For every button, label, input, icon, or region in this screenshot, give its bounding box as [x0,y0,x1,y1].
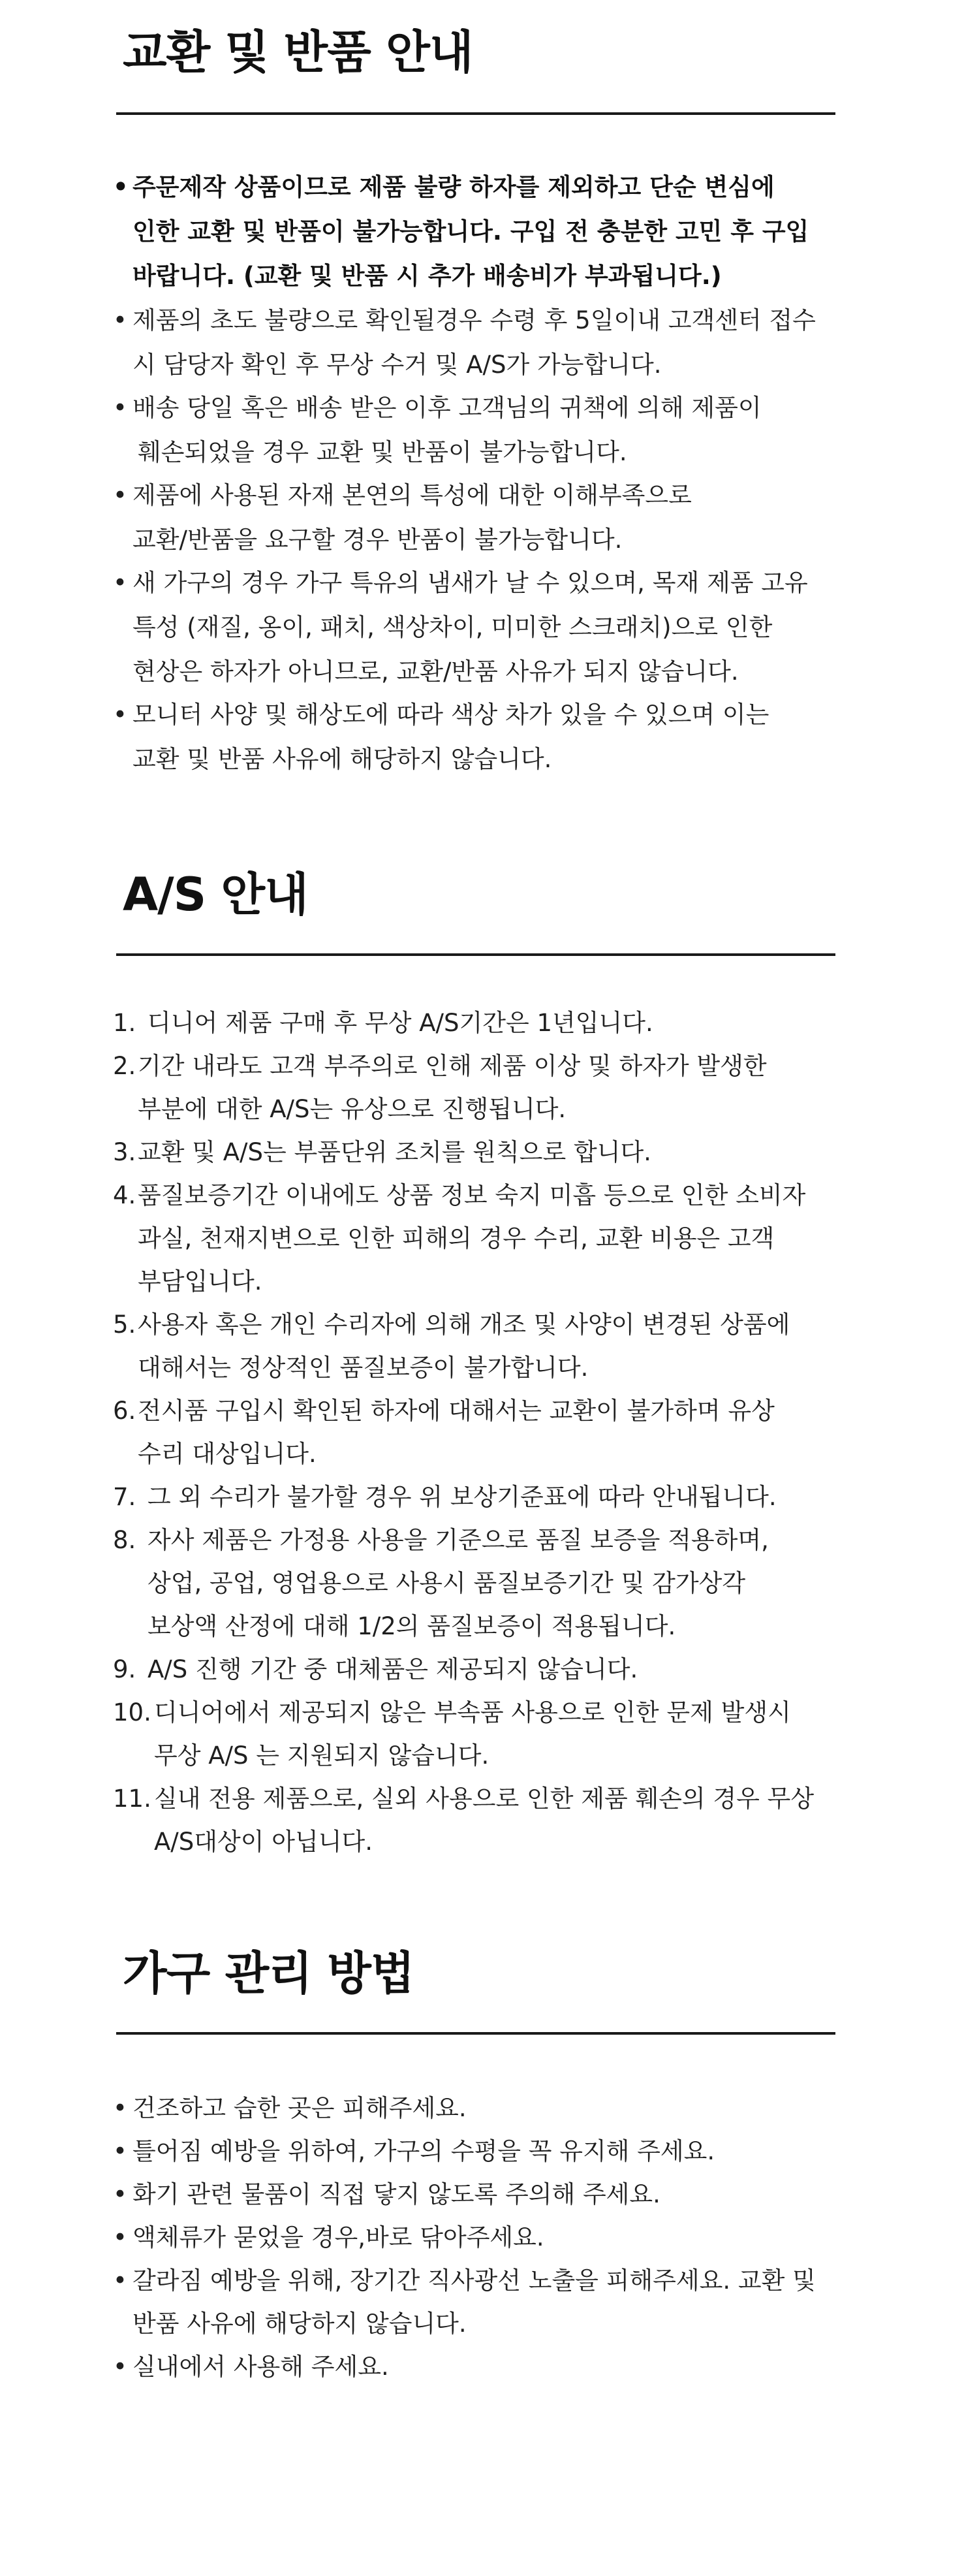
as-title: A/S 안내 [123,868,308,921]
care-divider [116,2032,835,2035]
as-item-5-line-2: 대해서는 정상적인 품질보증이 불가합니다. [138,1354,589,1382]
as-item-number: 2. [113,1052,136,1080]
exchange-item-6-line-2: 교환 및 반품 사유에 해당하지 않습니다. [132,745,552,773]
exchange-item-1-line-2: 인한 교환 및 반품이 불가능합니다. 구입 전 충분한 고민 후 구입 [132,217,809,246]
exchange-item-3-line-2: 훼손되었을 경우 교환 및 반품이 불가능합니다. [138,438,627,466]
as-item-4-line-3: 부담입니다. [138,1267,262,1296]
exchange-item-4-line-2: 교환/반품을 요구할 경우 반품이 불가능합니다. [132,526,623,554]
as-item-number: 5. [113,1311,136,1339]
as-item-number: 11. [113,1785,151,1813]
exchange-item-2-line-1: 제품의 초도 불량으로 확인될경우 수령 후 5일이내 고객센터 접수 [132,306,816,334]
exchange-item-4-line-1: 제품에 사용된 자재 본연의 특성에 대한 이해부족으로 [132,481,692,509]
as-item-10-line-2: 무상 A/S 는 지원되지 않습니다. [154,1741,489,1770]
as-item-3-line-1: 교환 및 A/S는 부품단위 조치를 원칙으로 합니다. [138,1138,651,1166]
as-item-2-line-2: 부분에 대한 A/S는 유상으로 진행됩니다. [138,1095,567,1123]
as-item-number: 3. [113,1138,136,1166]
care-item-3-line-1: 화기 관련 물품이 직접 닿지 않도록 주의해 주세요. [132,2180,660,2208]
bullet: • [113,2180,127,2208]
bullet: • [113,2223,127,2251]
bullet: • [113,306,127,334]
as-item-8-line-3: 보상액 산정에 대해 1/2의 품질보증이 적용됩니다. [148,1612,676,1640]
as-item-6-line-1: 전시품 구입시 확인된 하자에 대해서는 교환이 불가하며 유상 [138,1397,775,1425]
bullet: • [113,569,127,597]
bullet: • [113,2266,127,2295]
care-item-5-line-2: 반품 사유에 해당하지 않습니다. [132,2310,467,2338]
as-item-number: 8. [113,1526,136,1554]
as-item-10-line-1: 디니어에서 제공되지 않은 부속품 사용으로 인한 문제 발생시 [154,1698,791,1726]
bullet: • [113,173,129,201]
as-item-2-line-1: 기간 내라도 고객 부주의로 인해 제품 이상 및 하자가 발생한 [138,1052,767,1080]
care-item-1-line-1: 건조하고 습한 곳은 피해주세요. [132,2094,467,2122]
exchange-item-5-line-2: 특성 (재질, 옹이, 패치, 색상차이, 미미한 스크래치)으로 인한 [132,613,773,641]
as-item-number: 9. [113,1655,136,1683]
as-item-1-line-1: 디니어 제품 구매 후 무상 A/S기간은 1년입니다. [148,1009,653,1037]
as-item-9-line-1: A/S 진행 기간 중 대체품은 제공되지 않습니다. [148,1655,638,1683]
exchange-item-5-line-1: 새 가구의 경우 가구 특유의 냄새가 날 수 있으며, 목재 제품 고유 [132,569,808,597]
as-item-number: 10. [113,1698,151,1726]
bullet: • [113,2137,127,2165]
care-title: 가구 관리 방법 [123,1947,414,2000]
exchange-item-1-line-1: 주문제작 상품이므로 제품 불량 하자를 제외하고 단순 변심에 [132,173,775,201]
exchange-item-5-line-3: 현상은 하자가 아니므로, 교환/반품 사유가 되지 않습니다. [132,658,739,686]
bullet: • [113,2094,127,2122]
bullet: • [113,394,127,422]
as-item-4-line-2: 과실, 천재지변으로 인한 피해의 경우 수리, 교환 비용은 고객 [138,1224,775,1252]
exchange-return-title: 교환 및 반품 안내 [123,25,473,79]
care-item-6-line-1: 실내에서 사용해 주세요. [132,2353,389,2381]
as-item-4-line-1: 품질보증기간 이내에도 상품 정보 숙지 미흡 등으로 인한 소비자 [138,1181,806,1209]
as-item-number: 6. [113,1397,136,1425]
care-item-4-line-1: 액체류가 묻었을 경우,바로 닦아주세요. [132,2223,544,2251]
care-item-5-line-1: 갈라짐 예방을 위해, 장기간 직사광선 노출을 피해주세요. 교환 및 [132,2266,816,2295]
exchange-item-3-line-1: 배송 당일 혹은 배송 받은 이후 고객님의 귀책에 의해 제품이 [132,394,762,422]
as-item-5-line-1: 사용자 혹은 개인 수리자에 의해 개조 및 사양이 변경된 상품에 [138,1311,790,1339]
as-item-7-line-1: 그 외 수리가 불가할 경우 위 보상기준표에 따라 안내됩니다. [148,1483,777,1511]
as-item-8-line-2: 상업, 공업, 영업용으로 사용시 품질보증기간 및 감가상각 [148,1569,746,1597]
bullet: • [113,2353,127,2381]
care-item-2-line-1: 틀어짐 예방을 위하여, 가구의 수평을 꼭 유지해 주세요. [132,2137,715,2165]
exchange-item-1-line-3: 바랍니다. (교환 및 반품 시 추가 배송비가 부과됩니다.) [132,262,722,290]
as-divider [116,953,835,956]
as-item-number: 7. [113,1483,136,1511]
exchange-return-divider [116,112,835,115]
as-item-8-line-1: 자사 제품은 가정용 사용을 기준으로 품질 보증을 적용하며, [148,1526,769,1554]
exchange-item-6-line-1: 모니터 사양 및 해상도에 따라 색상 차가 있을 수 있으며 이는 [132,701,769,729]
as-item-6-line-2: 수리 대상입니다. [138,1440,317,1468]
as-item-number: 1. [113,1009,136,1037]
as-item-11-line-2: A/S대상이 아닙니다. [154,1828,373,1856]
as-item-11-line-1: 실내 전용 제품으로, 실외 사용으로 인한 제품 훼손의 경우 무상 [154,1785,815,1813]
bullet: • [113,481,127,509]
as-item-number: 4. [113,1181,136,1209]
bullet: • [113,701,127,729]
exchange-item-2-line-2: 시 담당자 확인 후 무상 수거 및 A/S가 가능합니다. [132,351,662,379]
